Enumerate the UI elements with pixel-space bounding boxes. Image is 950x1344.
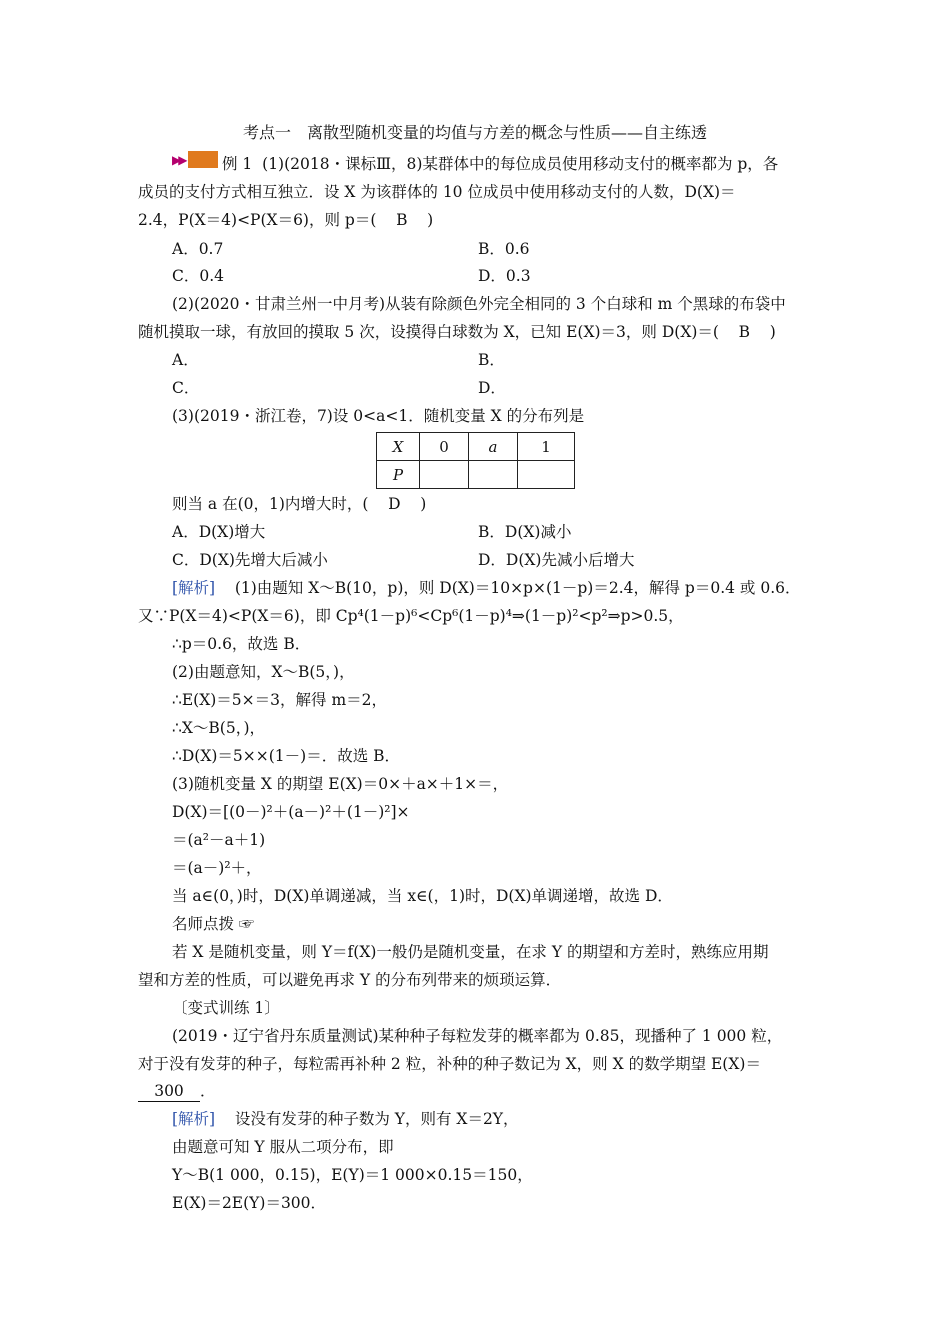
table-cell (420, 461, 469, 489)
variant-line1: (2019・辽宁省丹东质量测试)某种种子每粒发芽的概率都为 0.85，现播种了 1 000 粒， (172, 1027, 783, 1045)
analysis-line: ∴p＝0.6，故选 B． (172, 635, 311, 653)
example2-line1: (2)(2020・甘肃兰州一中月考)从装有除颜色外完全相同的 3 个白球和 m 个黑球的布袋中 (172, 295, 786, 313)
analysis-line (172, 578, 801, 598)
option-c: C． (172, 379, 200, 397)
table-row (377, 433, 575, 461)
table-cell: 0 (420, 433, 469, 461)
option-a: A．0.7 (172, 240, 224, 258)
example1-line1: 例 1 (1)(2018・课标Ⅲ，8)某群体中的每位成员使用移动支付的概率都为 p，各 (222, 155, 779, 173)
table-cell (518, 461, 575, 489)
variant-answer-line (138, 1081, 216, 1102)
section-title: 考点一 离散型随机变量的均值与方差的概念与性质——自主练透 (242, 123, 707, 142)
analysis-line: ∴D(X)＝5××(1－)＝．故选 B． (172, 747, 401, 765)
analysis-label: [解析] (172, 579, 216, 597)
option-d: D．0.3 (478, 267, 531, 285)
example3-line1: (3)(2019・浙江卷，7)设 0<a<1．随机变量 X 的分布列是 (172, 407, 585, 425)
variant-analysis-line (172, 1109, 519, 1129)
option-a: A．D(X)增大 (172, 523, 266, 541)
option-b: B．D(X)减小 (478, 523, 572, 541)
analysis-line: ＝(a－)²＋， (172, 859, 262, 877)
example1-line2: 成员的支付方式相互独立．设 X 为该群体的 10 位成员中使用移动支付的人数，D(X)＝ (138, 183, 736, 201)
example-marker-icon: ▶▶ (172, 151, 220, 169)
analysis-line: D(X)＝[(0－)²＋(a－)²＋(1－)²]× (172, 803, 410, 821)
analysis-label: [解析] (172, 1110, 216, 1128)
analysis-line: 当 a∈(0，)时，D(X)单调递减，当 x∈(，1)时，D(X)单调递增，故选 D． (172, 887, 673, 905)
analysis-line: 又∵P(X＝4)<P(X＝6)，即 Cp⁴(1－p)⁶<Cp⁶(1－p)⁴⇒(1－p)²<p²⇒p>0.5， (138, 607, 684, 625)
distribution-table (376, 432, 575, 489)
example3-question: 则当 a 在(0，1)内增大时，( D ) (172, 495, 427, 513)
example2-line2: 随机摸取一球，有放回的摸取 5 次，设摸得白球数为 X，已知 E(X)＝3，则 D(X)＝( B ) (138, 323, 776, 341)
answer-blank: 300 (138, 1081, 200, 1102)
table-cell: a (469, 433, 518, 461)
table-cell: 1 (518, 433, 575, 461)
table-cell (469, 461, 518, 489)
option-c: C．D(X)先增大后减小 (172, 551, 328, 569)
analysis-line: ∴X～B(5，)， (172, 719, 265, 737)
analysis-line: ∴E(X)＝5×＝3，解得 m＝2， (172, 691, 388, 709)
teacher-tip-line2: 望和方差的性质，可以避免再求 Y 的分布列带来的烦琐运算． (138, 971, 562, 989)
answer-period: ． (200, 1082, 216, 1100)
variant-analysis-line: 由题意可知 Y 服从二项分布，即 (172, 1138, 394, 1156)
variant-analysis-line: E(X)＝2E(Y)＝300． (172, 1194, 327, 1212)
example1-line3: 2.4，P(X＝4)<P(X＝6)，则 p＝( B ) (138, 211, 434, 229)
option-c: C．0.4 (172, 267, 225, 285)
teacher-tip-heading: 名师点拨 ☞ (172, 915, 255, 933)
option-d: D．D(X)先减小后增大 (478, 551, 635, 569)
variant-line2: 对于没有发芽的种子，每粒需再补种 2 粒，补种的种子数记为 X，则 X 的数学期望 E(X)＝ (138, 1055, 761, 1073)
table-cell: P (377, 461, 420, 489)
option-b: B．0.6 (478, 240, 530, 258)
option-d: D． (478, 379, 506, 397)
variant-training-heading: 〔变式训练 1〕 (172, 999, 280, 1017)
analysis-line: (2)由题意知，X～B(5，)， (172, 663, 355, 681)
variant-analysis-line: Y～B(1 000，0.15)，E(Y)＝1 000×0.15＝150， (172, 1166, 533, 1184)
analysis-text: 设没有发芽的种子数为 Y，则有 X＝2Y， (215, 1110, 519, 1128)
teacher-tip-line1: 若 X 是随机变量，则 Y＝f(X)一般仍是随机变量，在求 Y 的期望和方差时，熟练应用期 (172, 943, 769, 961)
analysis-text: (1)由题知 X～B(10，p)，则 D(X)＝10×p×(1－p)＝2.4，解得 p＝0.4 或 0.6． (215, 579, 801, 597)
table-row (377, 461, 575, 489)
option-b: B． (478, 351, 505, 369)
analysis-line: (3)随机变量 X 的期望 E(X)＝0×＋a×＋1×＝， (172, 775, 509, 793)
analysis-line: ＝(a²－a＋1) (172, 831, 266, 849)
table-cell: X (377, 433, 420, 461)
option-a: A． (172, 351, 199, 369)
